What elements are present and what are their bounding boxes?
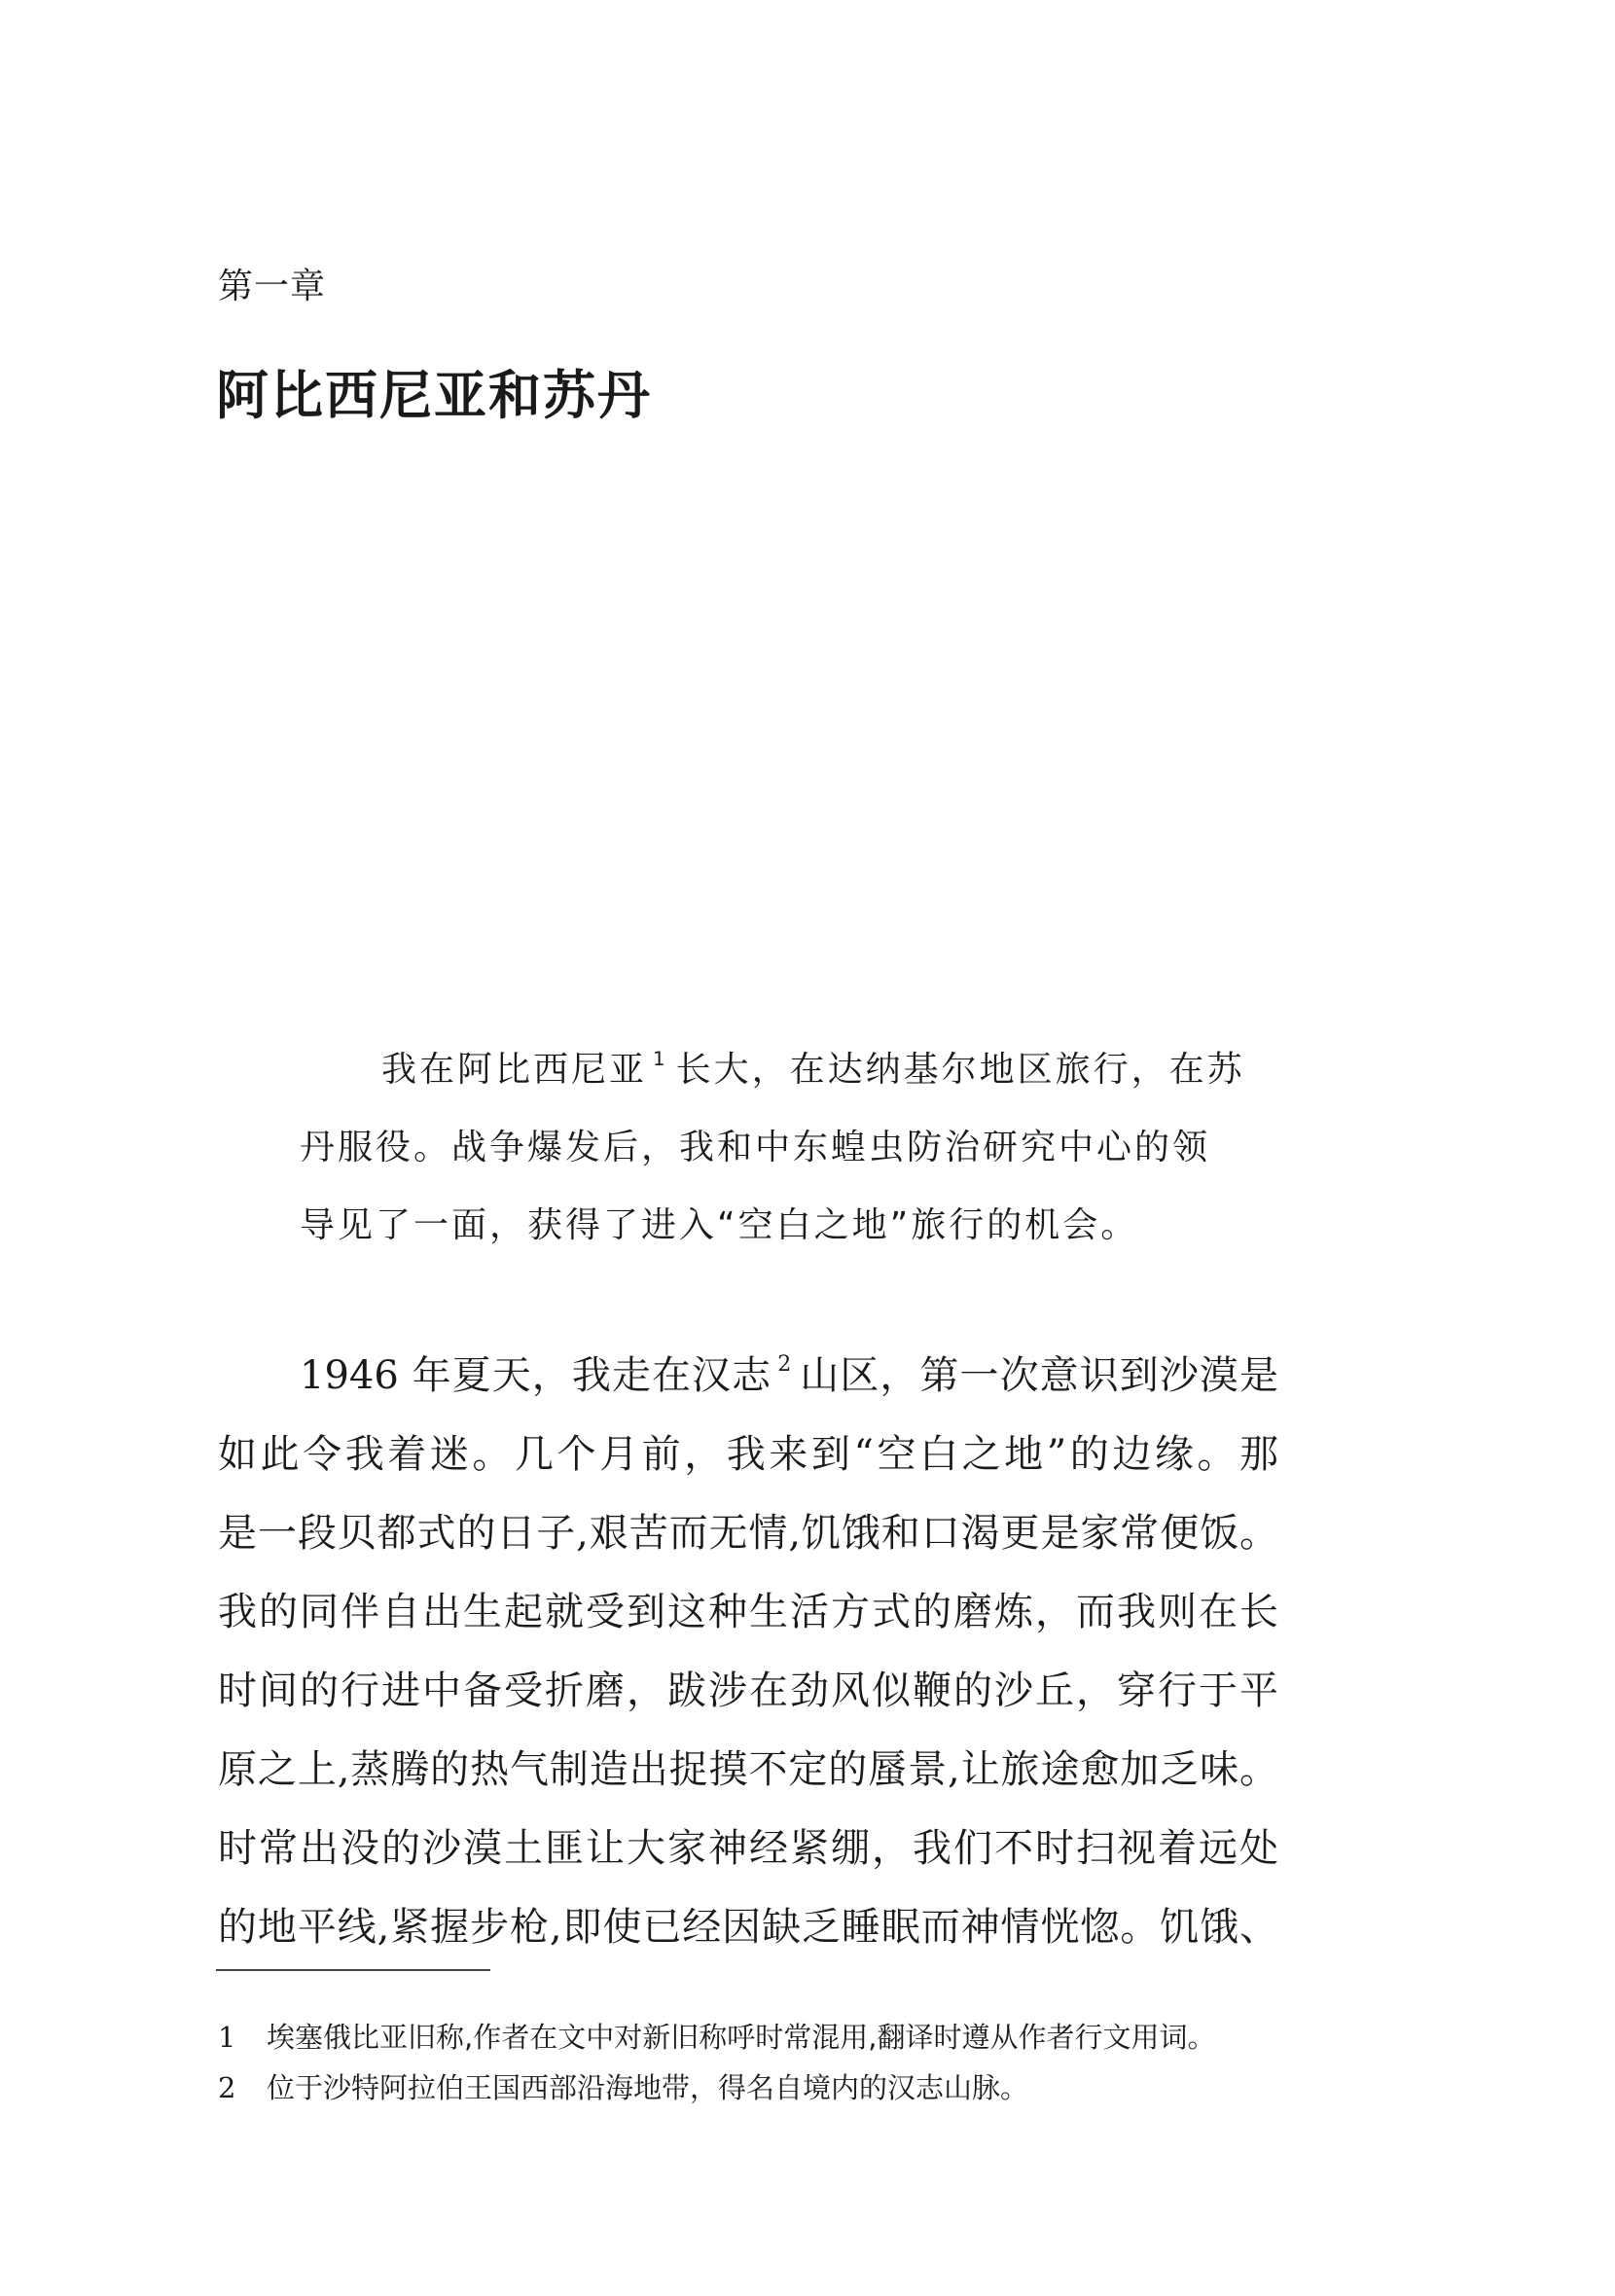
body-line: 的地平线,紧握步枪,即使已经因缺乏睡眠而神情恍惚。饥饿、 <box>218 1905 1278 1950</box>
footnotes <box>218 2012 1288 2113</box>
footnote-number: 2 <box>218 2071 236 2104</box>
footnote-text: 位于沙特阿拉伯王国西部沿海地带，得名自境内的汉志山脉。 <box>267 2071 1029 2104</box>
chapter-label: 第一章 <box>218 267 327 306</box>
body-line <box>218 1337 1278 1416</box>
footnote-number: 1 <box>218 2021 236 2054</box>
footnote-2 <box>218 2063 1288 2113</box>
body-line: 是一段贝都式的日子,艰苦而无情,饥饿和口渴更是家常便饭。 <box>218 1511 1278 1556</box>
body-paragraph <box>218 1337 1278 1967</box>
body-line: 如此令我着迷。几个月前，我来到“空白之地”的边缘。那 <box>218 1432 1278 1477</box>
body-line: 原之上,蒸腾的热气制造出捉摸不定的蜃景,让旅途愈加乏味。 <box>218 1747 1278 1792</box>
epigraph-line: 丹服役。战争爆发后，我和中东蝗虫防治研究中心的领 <box>300 1128 1211 1167</box>
footnote-text: 埃塞俄比亚旧称,作者在文中对新旧称呼时常混用,翻译时遵从作者行文用词。 <box>267 2021 1216 2054</box>
footnote-ref-1: 1 <box>653 1048 668 1071</box>
footnote-divider <box>216 1969 490 1971</box>
body-text: 1946 年夏天，我走在汉志 <box>300 1353 772 1398</box>
body-text: 山区，第一次意识到沙漠是 <box>799 1353 1278 1398</box>
footnote-1 <box>218 2012 1288 2063</box>
chapter-title: 阿比西尼亚和苏丹 <box>216 364 652 426</box>
body-line: 时间的行进中备受折磨，跋涉在劲风似鞭的沙丘，穿行于平 <box>218 1668 1278 1713</box>
footnote-ref-2: 2 <box>777 1352 792 1378</box>
epigraph-line: 导见了一面，获得了进入“空白之地”旅行的机会。 <box>300 1205 1139 1245</box>
epigraph-text: 我在阿比西尼亚 <box>381 1050 648 1090</box>
epigraph <box>300 1031 1273 1265</box>
epigraph-text: 长大，在达纳基尔地区旅行，在苏 <box>675 1050 1245 1090</box>
body-line: 时常出没的沙漠土匪让大家神经紧绷，我们不时扫视着远处 <box>218 1826 1278 1871</box>
body-line: 我的同伴自出生起就受到这种生活方式的磨炼，而我则在长 <box>218 1590 1278 1634</box>
epigraph-line <box>300 1031 1273 1109</box>
